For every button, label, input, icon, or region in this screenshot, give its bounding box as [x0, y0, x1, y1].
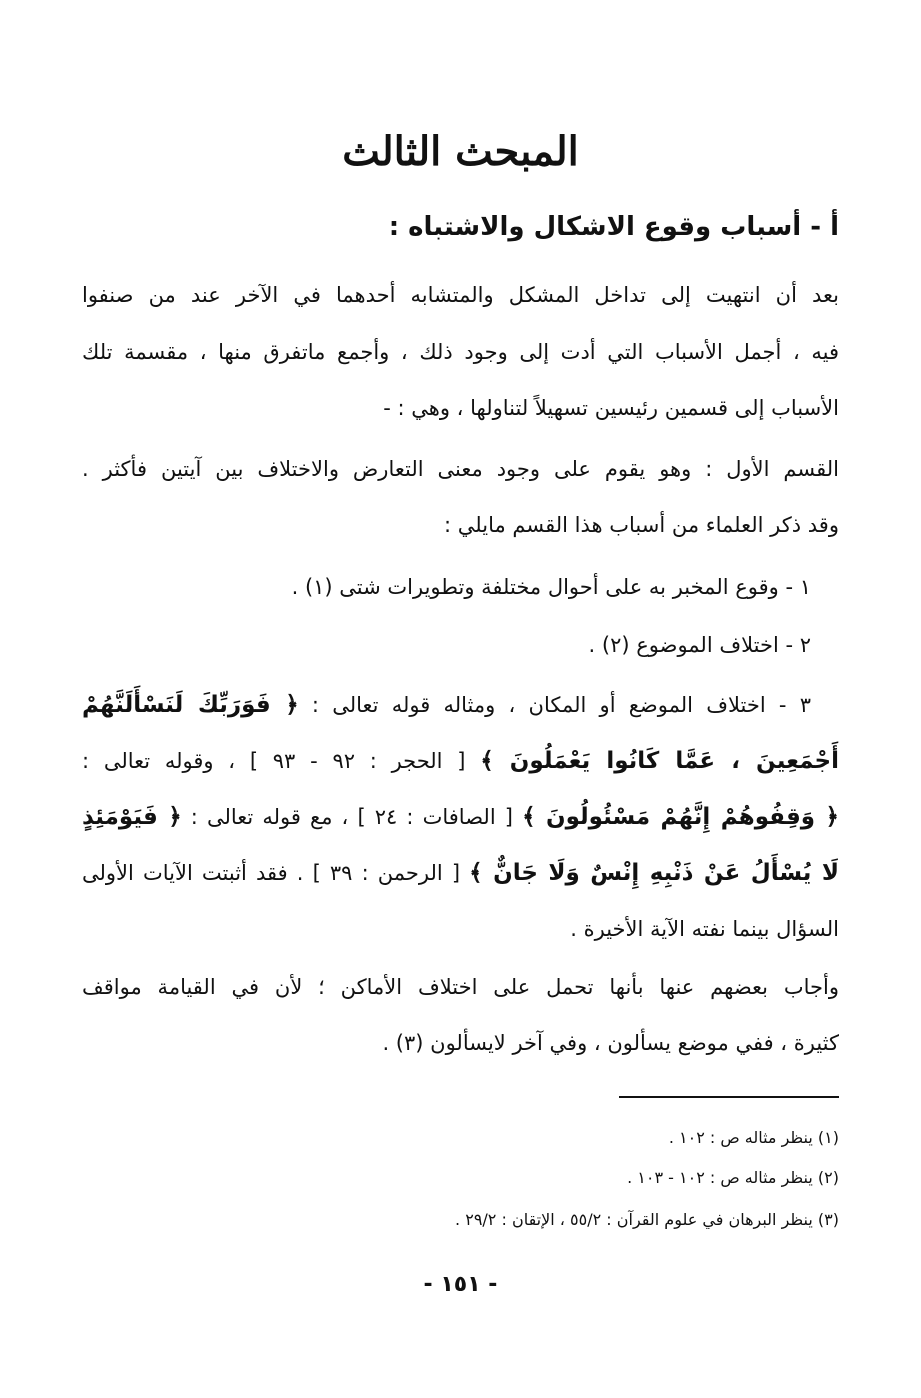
- list-item-2: ٢ - اختلاف الموضوع (٢) .: [588, 633, 811, 657]
- quran-verse: ﴿ فَوَرَبِّكَ لَنَسْأَلَنَّهُمْ: [82, 692, 299, 718]
- list-item-3-line-1: [82, 690, 811, 720]
- item3-text: [ الرحمن : ٣٩ ] . فقد أثبتت الآيات الأولى: [82, 861, 470, 885]
- intro-line-3: الأسباب إلى قسمين رئيسين تسهيلاً لتناولها ، وهي : -: [383, 396, 839, 420]
- page-title: المبحث الثالث: [342, 128, 579, 175]
- quran-verse: أَجْمَعِينَ ، عَمَّا كَانُوا يَعْمَلُونَ ﴾: [480, 748, 839, 774]
- quran-verse: ﴿ فَيَوْمَئِذٍ: [82, 804, 182, 830]
- footnote-2: (٢) ينظر مثاله ص : ١٠٢ - ١٠٣ .: [627, 1168, 839, 1187]
- item3-text: [ الحجر : ٩٢ - ٩٣ ] ، وقوله تعالى :: [82, 749, 481, 773]
- section-heading: أ - أسباب وقوع الاشكال والاشتباه :: [388, 212, 839, 242]
- list-item-1: ١ - وقوع المخبر به على أحوال مختلفة وتطويرات شتى (١) .: [291, 575, 811, 599]
- list-item-3-line-4: [82, 858, 839, 888]
- page-number: - ١٥١ -: [423, 1272, 498, 1297]
- item3-text: ٣ - اختلاف الموضع أو المكان ، ومثاله قوله تعالى :: [298, 693, 811, 717]
- footnote-3: (٣) ينظر البرهان في علوم القرآن : ٥٥/٢ ، الإتقان : ٢٩/٢ .: [455, 1210, 839, 1229]
- item3-text: [ الصافات : ٢٤ ] ، مع قوله تعالى :: [181, 805, 523, 829]
- intro-line-2: فيه ، أجمل الأسباب التي أدت إلى وجود ذلك ، وأجمع ماتفرق منها ، مقسمة تلك: [82, 340, 839, 364]
- intro-line-1: بعد أن انتهيت إلى تداخل المشكل والمتشابه أحدهما في الآخر عند من صنفوا: [82, 283, 839, 307]
- footnote-divider: [619, 1096, 839, 1098]
- answer-line-1: وأجاب بعضهم عنها بأنها تحمل على اختلاف الأماكن ؛ لأن في القيامة مواقف: [82, 975, 839, 999]
- section1-line-1: القسم الأول : وهو يقوم على وجود معنى التعارض والاختلاف بين آيتين فأكثر .: [82, 457, 839, 481]
- section1-line-2: وقد ذكر العلماء من أسباب هذا القسم مايلي :: [444, 513, 839, 537]
- quran-verse: لَا يُسْأَلُ عَنْ ذَنْبِهِ إِنْسٌ وَلَا جَانٌّ ﴾: [469, 860, 839, 886]
- list-item-3-line-2: [82, 746, 839, 776]
- list-item-3-line-3: [82, 802, 839, 832]
- footnote-1: (١) ينظر مثاله ص : ١٠٢ .: [668, 1128, 839, 1147]
- answer-line-2: كثيرة ، ففي موضع يسألون ، وفي آخر لايسألون (٣) .: [382, 1031, 839, 1055]
- quran-verse: ﴿ وَقِفُوهُمْ إِنَّهُمْ مَسْئُولُونَ ﴾: [522, 804, 839, 830]
- list-item-3-line-5: السؤال بينما نفته الآية الأخيرة .: [570, 917, 839, 941]
